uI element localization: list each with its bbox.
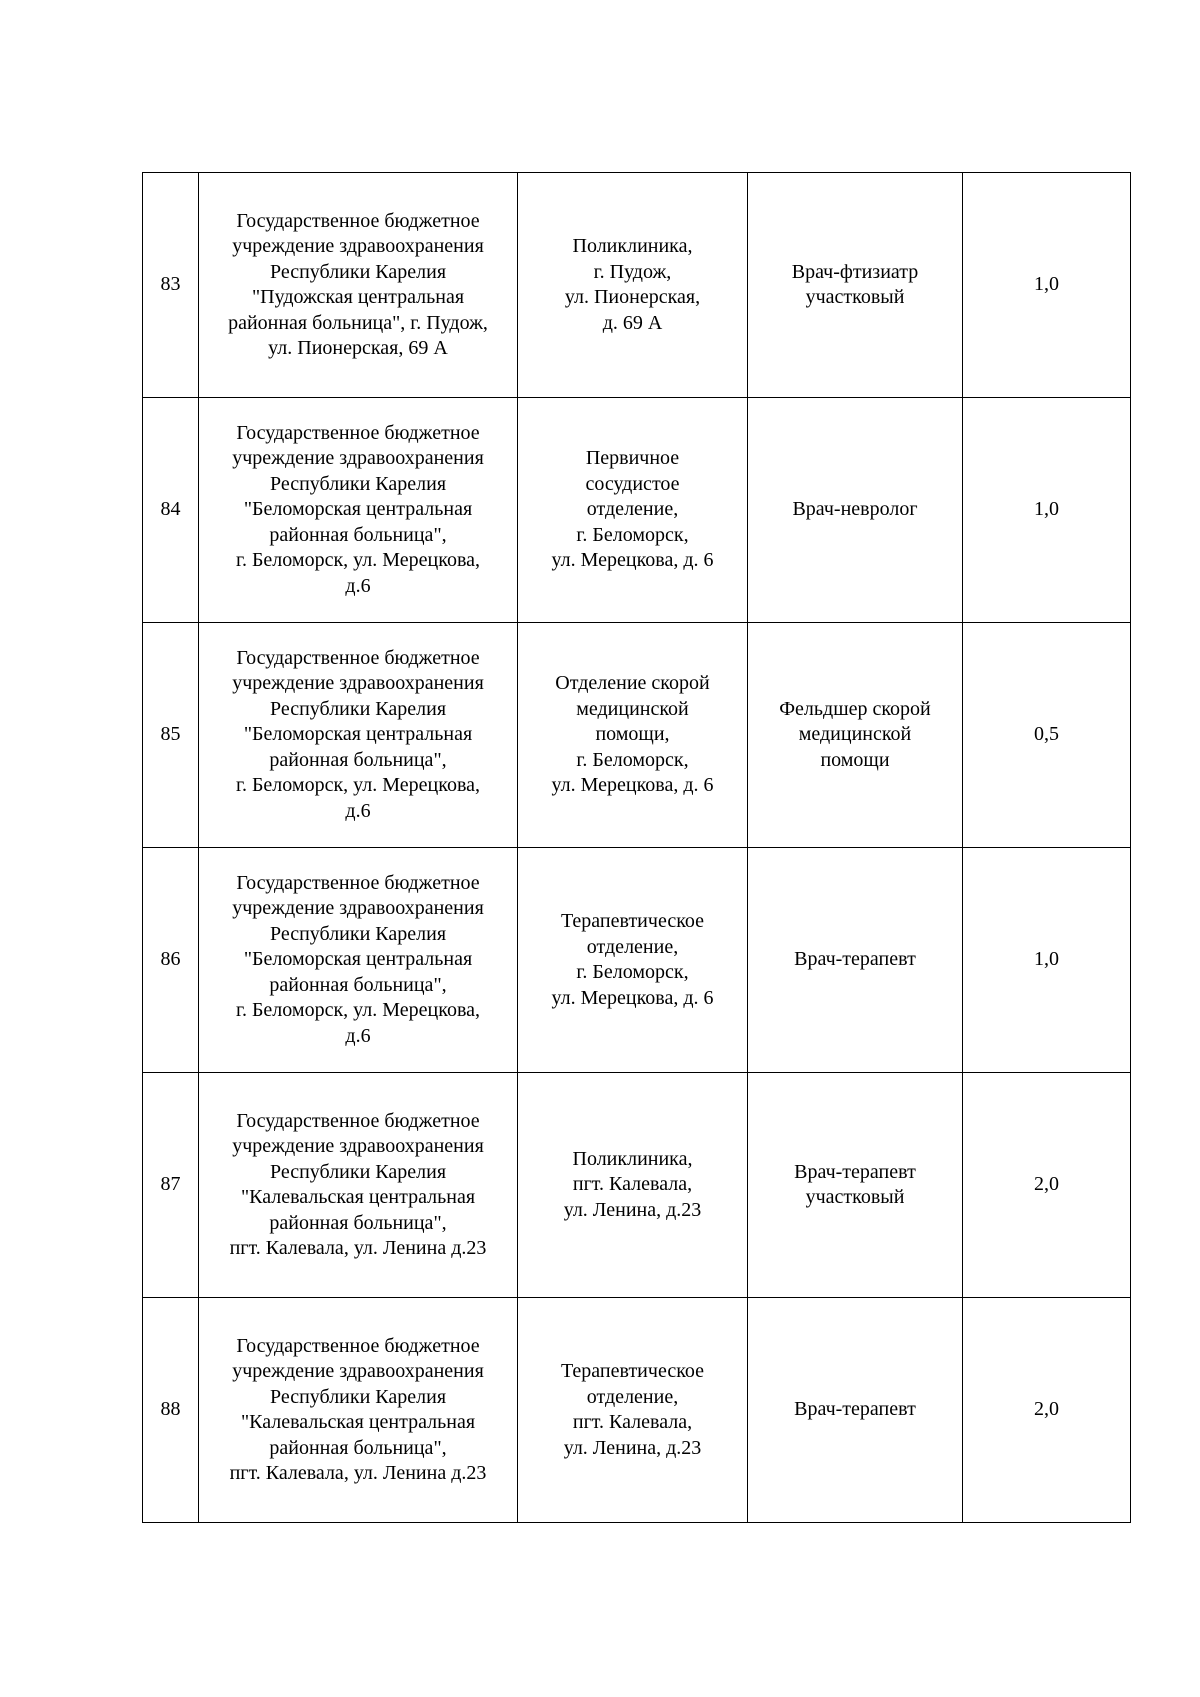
table-row: [143, 848, 1131, 1073]
position-cell: Врач-терапевт участковый: [748, 1073, 963, 1298]
vacancy-table: [142, 172, 1131, 1523]
organization-cell: Государственное бюджетное учреждение здравоохранения Республики Карелия "Пудожская центральная районная больница", г. Пудож, ул. Пионерская, 69 А: [199, 173, 518, 398]
unit-cell: Терапевтическое отделение, г. Беломорск, ул. Мерецкова, д. 6: [518, 848, 748, 1073]
position-cell: Врач-терапевт: [748, 1298, 963, 1523]
rate-cell: 2,0: [963, 1298, 1131, 1523]
position-cell: Врач-невролог: [748, 398, 963, 623]
table-row: [143, 1073, 1131, 1298]
row-number: 85: [143, 623, 199, 848]
row-number: 88: [143, 1298, 199, 1523]
row-number: 84: [143, 398, 199, 623]
position-cell: Врач-фтизиатр участковый: [748, 173, 963, 398]
rate-cell: 1,0: [963, 848, 1131, 1073]
rate-cell: 1,0: [963, 398, 1131, 623]
unit-cell: Первичное сосудистое отделение, г. Беломорск, ул. Мерецкова, д. 6: [518, 398, 748, 623]
table-row: [143, 623, 1131, 848]
organization-cell: Государственное бюджетное учреждение здравоохранения Республики Карелия "Беломорская центральная районная больница", г. Беломорск, ул. Мерецкова, д.6: [199, 623, 518, 848]
organization-cell: Государственное бюджетное учреждение здравоохранения Республики Карелия "Беломорская центральная районная больница", г. Беломорск, ул. Мерецкова, д.6: [199, 398, 518, 623]
position-cell: Врач-терапевт: [748, 848, 963, 1073]
unit-cell: Терапевтическое отделение, пгт. Калевала, ул. Ленина, д.23: [518, 1298, 748, 1523]
rate-cell: 2,0: [963, 1073, 1131, 1298]
position-cell: Фельдшер скорой медицинской помощи: [748, 623, 963, 848]
unit-cell: Поликлиника, г. Пудож, ул. Пионерская, д. 69 А: [518, 173, 748, 398]
unit-cell: Поликлиника, пгт. Калевала, ул. Ленина, д.23: [518, 1073, 748, 1298]
table-row: [143, 1298, 1131, 1523]
row-number: 86: [143, 848, 199, 1073]
rate-cell: 1,0: [963, 173, 1131, 398]
rate-cell: 0,5: [963, 623, 1131, 848]
organization-cell: Государственное бюджетное учреждение здравоохранения Республики Карелия "Беломорская центральная районная больница", г. Беломорск, ул. Мерецкова, д.6: [199, 848, 518, 1073]
table-row: [143, 173, 1131, 398]
row-number: 83: [143, 173, 199, 398]
unit-cell: Отделение скорой медицинской помощи, г. Беломорск, ул. Мерецкова, д. 6: [518, 623, 748, 848]
organization-cell: Государственное бюджетное учреждение здравоохранения Республики Карелия "Калевальская центральная районная больница", пгт. Калевала, ул. Ленина д.23: [199, 1298, 518, 1523]
row-number: 87: [143, 1073, 199, 1298]
organization-cell: Государственное бюджетное учреждение здравоохранения Республики Карелия "Калевальская центральная районная больница", пгт. Калевала, ул. Ленина д.23: [199, 1073, 518, 1298]
table-row: [143, 398, 1131, 623]
